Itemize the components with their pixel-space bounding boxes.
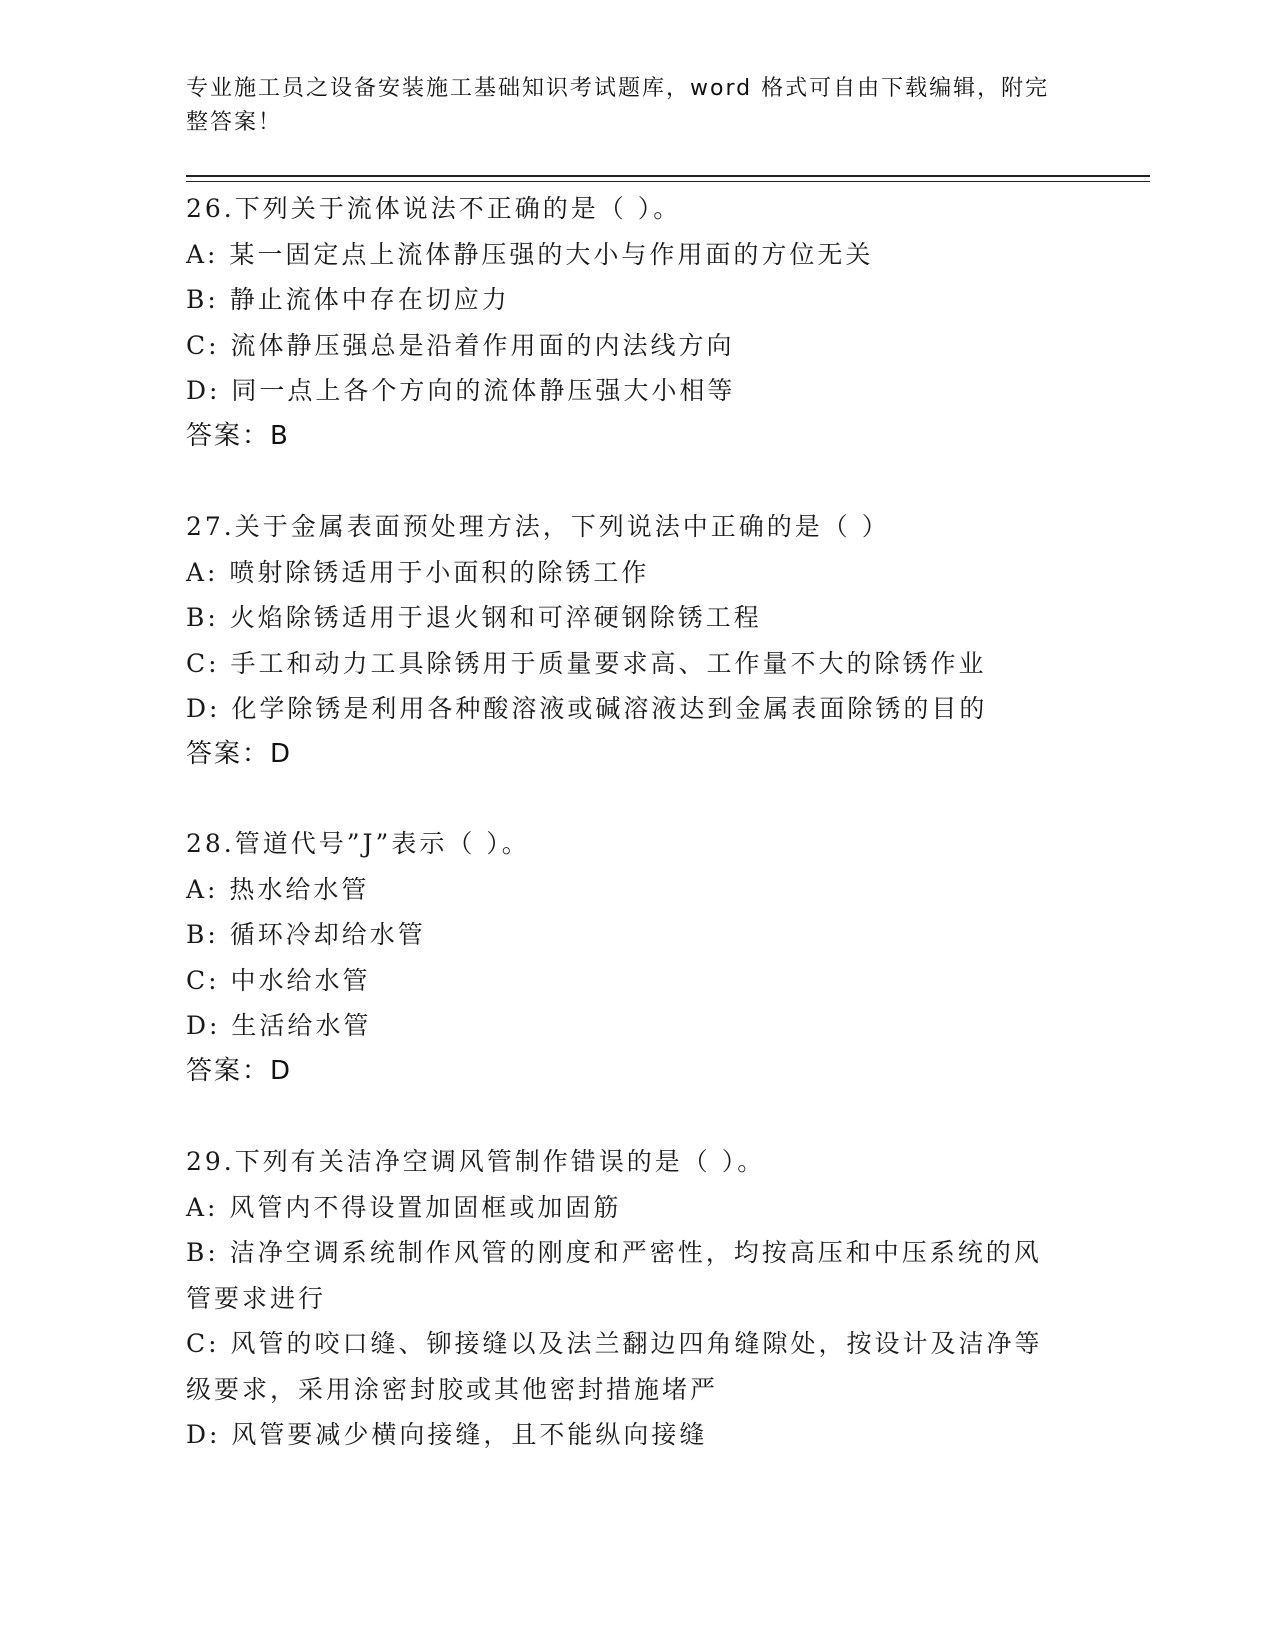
option-c: C: 流体静压强总是沿着作用面的内法线方向 xyxy=(186,330,735,360)
option-c: C: 中水给水管 xyxy=(186,965,371,995)
question-stem: 29.下列有关洁净空调风管制作错误的是（ ）。 xyxy=(186,1147,766,1176)
header-line-2: 整答案！ xyxy=(186,110,283,135)
option-c: C: 风管的咬口缝、铆接缝以及法兰翻边四角缝隙处，按设计及洁净等 xyxy=(186,1329,1043,1358)
answer-line: 答案：D xyxy=(186,1055,293,1086)
document-header xyxy=(186,72,1066,140)
answer-line: 答案：B xyxy=(186,420,290,451)
answer-line: 答案：D xyxy=(186,738,293,769)
option-b: B: 洁净空调系统制作风管的刚度和严密性，均按高压和中压系统的风 xyxy=(186,1238,1042,1267)
option-d: D: 化学除锈是利用各种酸溶液或碱溶液达到金属表面除锈的目的 xyxy=(186,694,988,723)
option-a: A: 风管内不得设置加固框或加固筋 xyxy=(186,1192,622,1222)
option-b: B: 循环冷却给水管 xyxy=(186,920,426,949)
question-29 xyxy=(186,1139,1086,1458)
question-stem: 27.关于金属表面预处理方法，下列说法中正确的是（ ） xyxy=(186,512,890,541)
question-stem: 26.下列关于流体说法不正确的是（ ）。 xyxy=(186,194,682,223)
header-divider-thick xyxy=(186,175,1150,177)
option-b: B: 静止流体中存在切应力 xyxy=(186,285,510,314)
option-a: A: 喷射除锈适用于小面积的除锈工作 xyxy=(186,557,650,587)
header-divider-thin xyxy=(186,181,1150,182)
option-a: A: 热水给水管 xyxy=(186,874,370,904)
option-c: C: 手工和动力工具除锈用于质量要求高、工作量不大的除锈作业 xyxy=(186,648,987,678)
option-d: D: 生活给水管 xyxy=(186,1011,372,1040)
question-27 xyxy=(186,504,1086,777)
question-stem: 28.管道代号”J”表示（ ）。 xyxy=(186,829,530,858)
option-b-continued: 管要求进行 xyxy=(186,1283,327,1313)
option-c-continued: 级要求，采用涂密封胶或其他密封措施堵严 xyxy=(186,1374,719,1404)
option-d: D: 风管要减少横向接缝，且不能纵向接缝 xyxy=(186,1420,708,1449)
header-line-1: 专业施工员之设备安装施工基础知识考试题库，word 格式可自由下载编辑，附完 xyxy=(186,76,1050,101)
question-26 xyxy=(186,186,1086,459)
option-a: A: 某一固定点上流体静压强的大小与作用面的方位无关 xyxy=(186,239,874,269)
option-b: B: 火焰除锈适用于退火钢和可淬硬钢除锈工程 xyxy=(186,603,762,632)
question-28 xyxy=(186,821,1086,1094)
option-d: D: 同一点上各个方向的流体静压强大小相等 xyxy=(186,376,736,405)
